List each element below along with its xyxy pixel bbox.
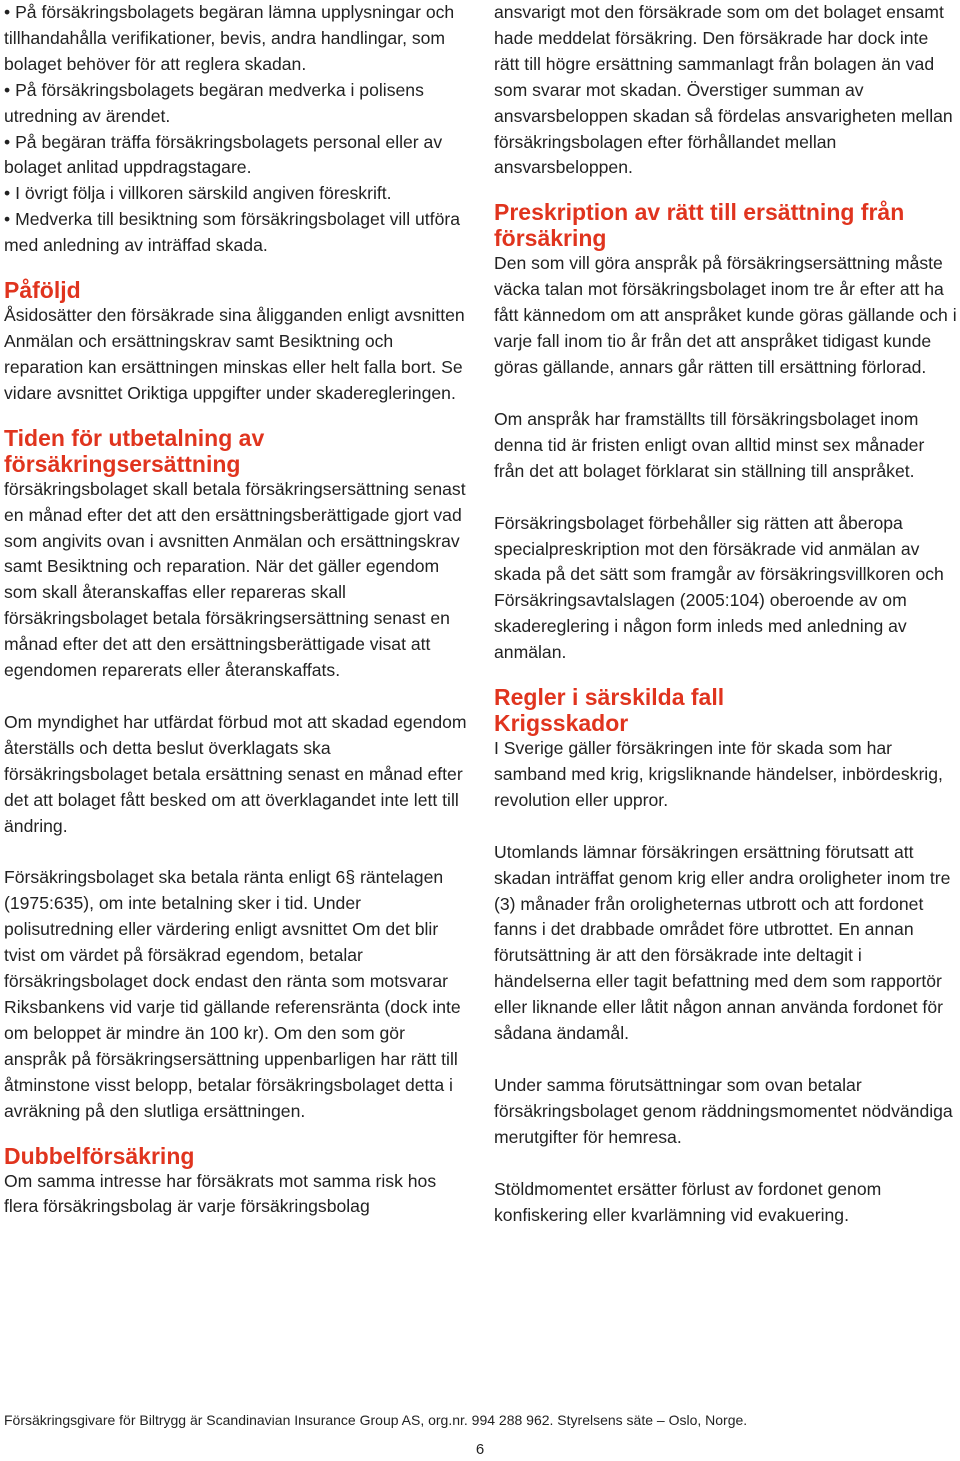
heading-dubbelforsakring: Dubbelförsäkring bbox=[4, 1142, 195, 1169]
heading-krigsskador: Krigsskador bbox=[494, 710, 629, 737]
tiden-paragraph-3: Försäkringsbolaget ska betala ränta enligt 6§ räntelagen (1975:635), om inte betalning sker i tid. Under polisutredning eller värdering enligt avsnittet Om det blir tvist om värdet på försäkrad egendom, betalar försäkringsbolaget dock endast den ränta som motsvarar Riksbankens vid varje tid gällande referensränta (dock inte om beloppet är mindre än 100 kr). Om den som gör anspråk på försäkringsersättning uppenbarligen har rätt till åtminstone visst belopp, betalar försäkringsbolaget detta i avräkning på den slutliga ersättningen. bbox=[4, 867, 461, 1121]
krig-paragraph-4: Stöldmomentet ersätter förlust av fordonet genom konfiskering eller kvarlämning vid evakuering. bbox=[494, 1178, 882, 1225]
krig-paragraph-1: I Sverige gäller försäkringen inte för skada som har samband med krig, krigsliknande händelser, inbördeskrig, revolution eller uppror. bbox=[494, 738, 943, 810]
list-item: • På begäran träffa försäkringsbolagets personal eller av bolaget anlitad uppdragstagare. bbox=[4, 130, 470, 182]
dubbelforsakring-continued: ansvarigt mot den försäkrade som om det bolaget ensamt hade meddelat försäkring. Den försäkrade har dock inte rätt till högre ersättning sammanlagt från bolagen än vad som svarar mot skadan. Överstiger summan av ansvarsbeloppen skadan så fördelas ansvarigheten mellan försäkringsbolagen efter förhållandet mellan ansvarsbeloppen. bbox=[494, 2, 953, 178]
krig-paragraph-3: Under samma förutsättningar som ovan betalar försäkringsbolaget genom räddningsmomentet nödvändiga merutgifter för hemresa. bbox=[494, 1075, 953, 1147]
list-item: • På försäkringsbolagets begäran medverka i polisens utredning av ärendet. bbox=[4, 78, 470, 130]
tiden-paragraph-2: Om myndighet har utfärdat förbud mot att skadad egendom återställs och detta beslut överklagats ska försäkringsbolaget betala ersättning senast en månad efter det att bolaget fått besked om att överklagandet inte lett till ändring. bbox=[4, 711, 467, 836]
list-item: • Medverka till besiktning som försäkringsbolaget vill utföra med anledning av inträffad skada. bbox=[4, 207, 470, 259]
footer-note: Försäkringsgivare för Biltrygg är Scandinavian Insurance Group AS, org.nr. 994 288 962. Styrelsens säte – Oslo, Norge. bbox=[4, 1412, 748, 1428]
right-column bbox=[494, 0, 958, 1229]
krig-paragraph-2: Utomlands lämnar försäkringen ersättning förutsatt att skadan inträffat genom krig eller andra oroligheter inom tre (3) månader från oroligheternas utbrott och att fordonet fanns i det drabbade området före utbrottet. En annan förutsättning är att den försäkrade inte deltagit i händelserna eller tagit befattning med dem som rapportör eller liknande eller låtit någon annan använda fordonet för sådana ändamål. bbox=[494, 841, 951, 1044]
preskription-paragraph-3: Försäkringsbolaget förbehåller sig rätten att åberopa specialpreskription mot den försäkrade vid anmälan av skada på det sätt som framgår av försäkringsvillkoren och Försäkringsavtalslagen (2005:104) oberoende av om skadereglering i någon form inleds med anledning av anmälan. bbox=[494, 512, 944, 663]
paafoljd-text: Åsidosätter den försäkrade sina åligganden enligt avsnitten Anmälan och ersättningskrav samt Besiktning och reparation kan ersättningen minskas eller helt falla bort. Se vidare avsnittet Oriktiga uppgifter under skaderegleringen. bbox=[4, 305, 465, 403]
preskription-paragraph-1: Den som vill göra anspråk på försäkringsersättning måste väcka talan mot försäkringsbolaget inom tre år efter att ha fått kännedom om att anspråket kunde göras gällande och i varje fall inom tio år från det att anspråket tidigast kunde göras gällande, annars går rätten till ersättning förlorad. bbox=[494, 253, 957, 377]
tiden-paragraph-1: försäkringsbolaget skall betala försäkringsersättning senast en månad efter det att den ersättningsberättigade gjort vad som angivits ovan i avsnitten Anmälan och ersättningskrav samt Besiktning och reparation. När det gäller egendom som skall återanskaffas eller repareras skall försäkringsbolaget betala försäkringsersättning senast en månad efter det att den ersättningsberättigade visat att egendomen reparerats eller återanskaffats. bbox=[4, 478, 466, 681]
list-item: • I övrigt följa i villkoren särskild angiven föreskrift. bbox=[4, 181, 470, 207]
heading-tiden-for-utbetalning: Tiden för utbetalning av försäkringsersättning bbox=[4, 424, 265, 477]
left-column bbox=[4, 0, 470, 1220]
heading-paafoljd: Påföljd bbox=[4, 277, 81, 304]
dubbelforsakring-text: Om samma intresse har försäkrats mot samma risk hos flera försäkringsbolag är varje försäkringsbolag bbox=[4, 1170, 437, 1217]
preskription-paragraph-2: Om anspråk har framställts till försäkringsbolaget inom denna tid är fristen enligt ovan alltid minst sex månader från det att bolaget förklarat sin ställning till anspråket. bbox=[494, 408, 925, 481]
list-item: • På försäkringsbolagets begäran lämna upplysningar och tillhandahålla verifikationer, bevis, andra handlingar, som bolaget behöver för att reglera skadan. bbox=[4, 0, 470, 78]
heading-regler-sarskilda-fall: Regler i särskilda fall bbox=[494, 684, 725, 711]
page-number: 6 bbox=[475, 1441, 485, 1458]
obligation-list bbox=[4, 0, 470, 259]
heading-preskription: Preskription av rätt till ersättning från försäkring bbox=[494, 199, 905, 252]
